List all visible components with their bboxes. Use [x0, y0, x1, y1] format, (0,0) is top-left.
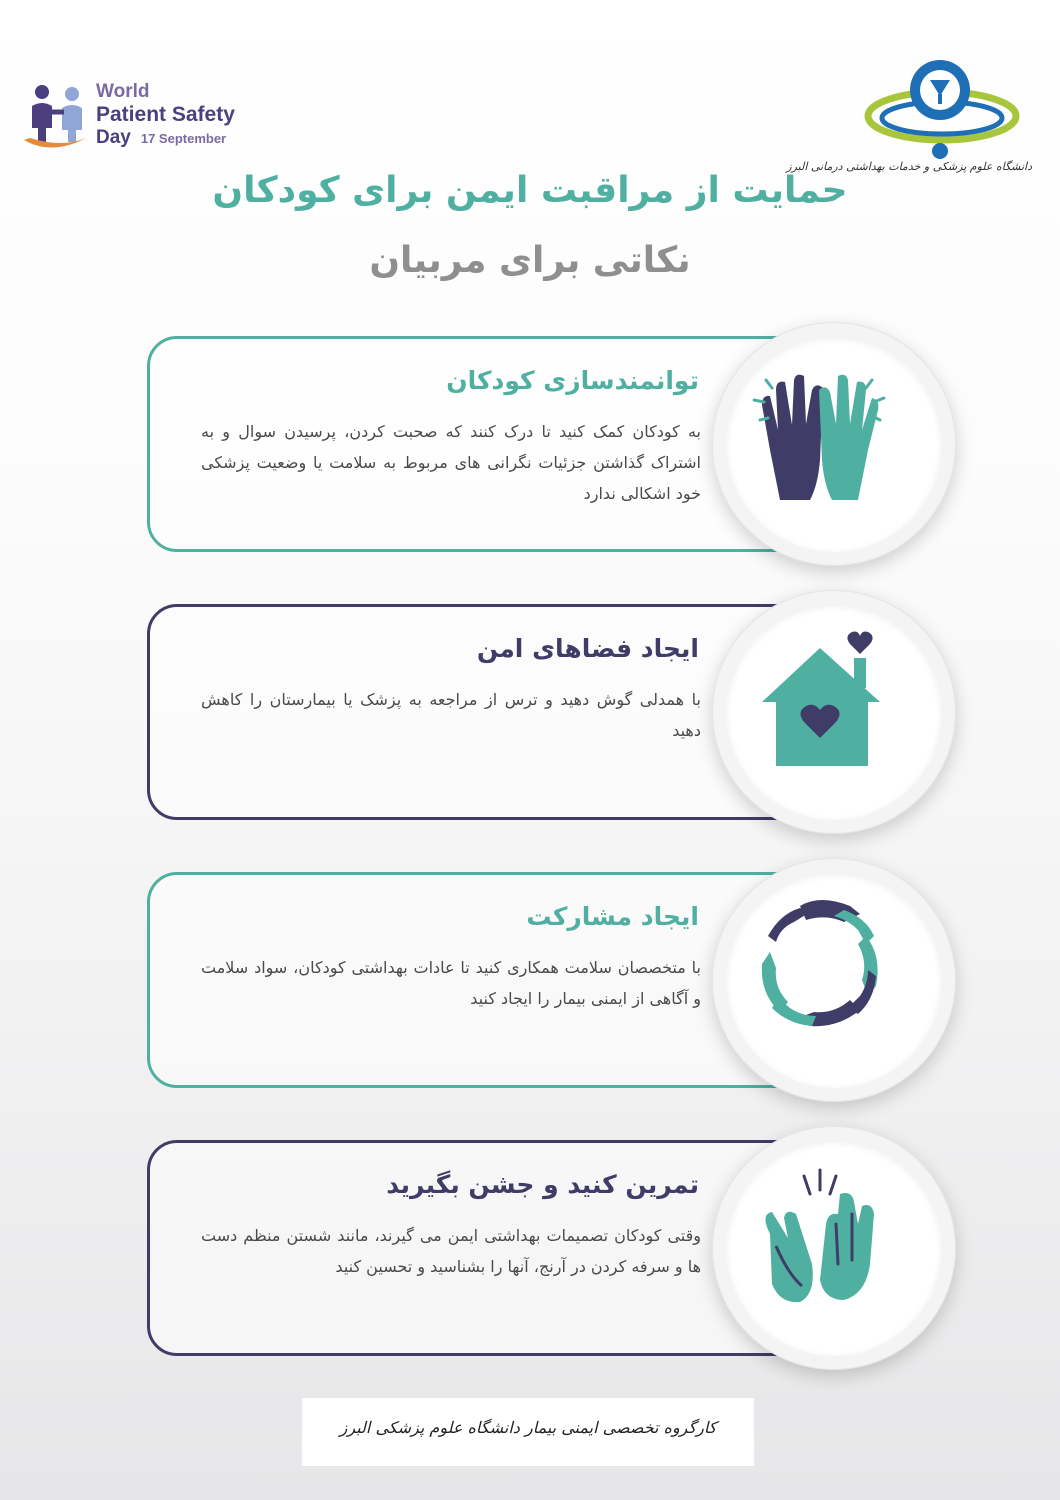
university-name: دانشگاه علوم پزشکی و خدمات بهداشتی درمانی البرز — [786, 160, 1032, 173]
tip-card-empower-children — [147, 336, 947, 552]
tip-card-body: با متخصصان سلامت همکاری کنید تا عادات بهداشتی کودکان، سواد سلامت و آگاهی از ایمنی بیمار را ایجاد کنید — [201, 958, 701, 1008]
high-five-icon — [740, 350, 900, 510]
tip-card-title: ایجاد فضاهای امن — [476, 634, 699, 663]
patient-safety-people-icon — [22, 82, 92, 152]
tip-card-practice-celebrate — [147, 1140, 947, 1356]
tip-card-title: تمرین کنید و جشن بگیرید — [386, 1170, 699, 1199]
tip-card-icon-badge — [712, 1126, 956, 1370]
clapping-hands-icon — [740, 1154, 900, 1314]
wpsd-line-patient-safety: Patient Safety — [96, 103, 235, 126]
joined-hands-circle-icon — [740, 886, 900, 1046]
footer-text: کارگروه تخصصی ایمنی بیمار دانشگاه علوم پزشکی البرز — [339, 1418, 717, 1437]
university-emblem-icon — [860, 56, 1020, 166]
wpsd-date: 17 September — [140, 131, 227, 146]
wpsd-line-day: Day — [96, 127, 131, 148]
tip-card-build-partnerships — [147, 872, 947, 1088]
house-heart-icon — [740, 618, 900, 778]
tip-card-title: توانمندسازی کودکان — [446, 366, 699, 395]
world-patient-safety-day-logo — [22, 82, 282, 154]
tip-card-icon-badge — [712, 590, 956, 834]
tip-card-body: به کودکان کمک کنید تا درک کنند که صحبت کردن، پرسیدن سوال و به اشتراک گذاشتن جزئیات نگرانی های مربوط به سلامت یا وضعیت پزشکی خود اشکالی ندارد — [201, 422, 701, 503]
wpsd-line-world: World — [96, 81, 150, 102]
tip-card-safe-spaces — [147, 604, 947, 820]
footer-signature-box — [302, 1398, 754, 1466]
tip-card-body: با همدلی گوش دهید و ترس از مراجعه به پزشک یا بیمارستان را کاهش دهید — [201, 690, 701, 740]
tip-card-icon-badge — [712, 322, 956, 566]
sub-title: نکاتی برای مربیان — [369, 240, 691, 281]
tip-card-body: وقتی کودکان تصمیمات بهداشتی ایمن می گیرند، مانند شستن منظم دست ها و سرفه کردن در آرنج، آنها را بشناسید و تحسین کنید — [201, 1226, 701, 1276]
tip-card-title: ایجاد مشارکت — [526, 902, 699, 931]
main-title: حمایت از مراقبت ایمن برای کودکان — [212, 170, 848, 211]
tip-card-icon-badge — [712, 858, 956, 1102]
